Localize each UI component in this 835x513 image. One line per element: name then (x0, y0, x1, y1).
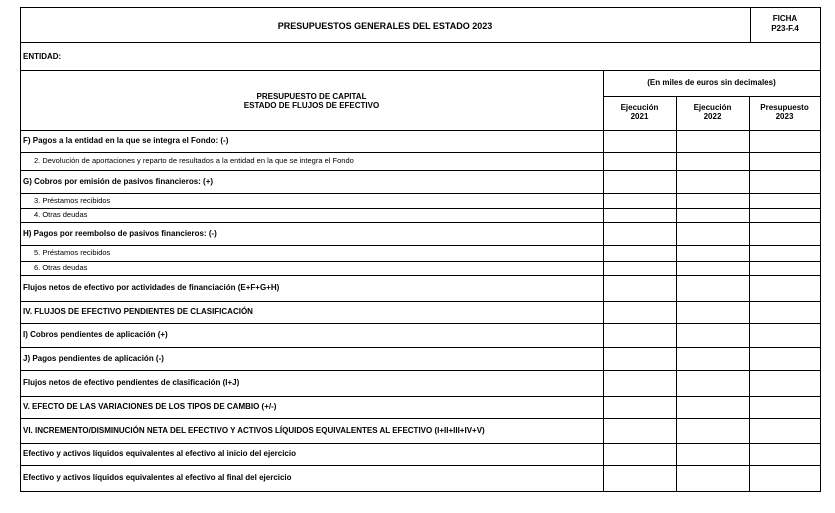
grid-line (20, 170, 820, 171)
cell-ejecucion-2022[interactable] (677, 397, 749, 418)
entity-label: ENTIDAD: (23, 52, 62, 61)
cell-ejecucion-2022[interactable] (677, 348, 749, 370)
grid-line (20, 323, 820, 324)
cell-presupuesto-2023[interactable] (750, 223, 820, 245)
flow-row-label: F) Pagos a la entidad en la que se integra el Fondo: (-) (23, 136, 229, 145)
grid-line (20, 261, 820, 262)
flow-row-label: Efectivo y activos líquidos equivalentes al efectivo al final del ejercicio (23, 473, 292, 482)
cell-ejecucion-2021[interactable] (604, 262, 676, 275)
grid-line (603, 96, 820, 97)
cell-ejecucion-2021[interactable] (604, 153, 676, 170)
form-title: PRESUPUESTOS GENERALES DEL ESTADO 2023 (277, 21, 493, 31)
grid-line (20, 245, 820, 246)
cell-ejecucion-2022[interactable] (677, 262, 749, 275)
table-border-left (20, 7, 21, 492)
grid-line (20, 275, 820, 276)
cell-ejecucion-2022[interactable] (677, 466, 749, 491)
table-border-top (20, 7, 820, 8)
flow-row-label: H) Pagos por reembolso de pasivos financieros: (-) (23, 229, 217, 238)
cell-presupuesto-2023[interactable] (750, 419, 820, 443)
flow-row-label: G) Cobros por emisión de pasivos financieros: (+) (23, 177, 214, 186)
grid-line (20, 370, 820, 371)
cell-presupuesto-2023[interactable] (750, 371, 820, 396)
grid-line (20, 130, 820, 131)
cell-presupuesto-2023[interactable] (750, 153, 820, 170)
flow-row-label: 2. Devolución de aportaciones y reparto de resultados a la entidad en la que se integra el Fondo (34, 156, 354, 165)
grid-line (20, 208, 820, 209)
cell-ejecucion-2021[interactable] (604, 131, 676, 152)
grid-line (20, 222, 820, 223)
grid-line (20, 396, 820, 397)
ficha-label: FICHA (772, 14, 798, 23)
flow-row-label: 5. Préstamos recibidos (34, 248, 111, 257)
cell-ejecucion-2022[interactable] (677, 302, 749, 323)
cell-presupuesto-2023[interactable] (750, 397, 820, 418)
cell-presupuesto-2023[interactable] (750, 348, 820, 370)
cell-ejecucion-2021[interactable] (604, 397, 676, 418)
flow-row-label: V. EFECTO DE LAS VARIACIONES DE LOS TIPOS DE CAMBIO (+/-) (23, 402, 277, 411)
grid-line (20, 301, 820, 302)
cell-ejecucion-2022[interactable] (677, 131, 749, 152)
cell-ejecucion-2022[interactable] (677, 223, 749, 245)
cell-ejecucion-2022[interactable] (677, 276, 749, 301)
cell-ejecucion-2022[interactable] (677, 324, 749, 347)
column-header-2023-line2: 2023 (775, 112, 794, 121)
cell-ejecucion-2022[interactable] (677, 194, 749, 208)
column-header-2023-line1: Presupuesto (760, 103, 809, 112)
cell-presupuesto-2023[interactable] (750, 262, 820, 275)
cell-presupuesto-2023[interactable] (750, 246, 820, 261)
cell-ejecucion-2021[interactable] (604, 223, 676, 245)
grid-line (676, 96, 677, 492)
cell-presupuesto-2023[interactable] (750, 444, 820, 465)
cell-presupuesto-2023[interactable] (750, 324, 820, 347)
cell-ejecucion-2021[interactable] (604, 302, 676, 323)
grid-line (20, 70, 820, 71)
cell-ejecucion-2022[interactable] (677, 371, 749, 396)
cell-presupuesto-2023[interactable] (750, 194, 820, 208)
cell-presupuesto-2023[interactable] (750, 302, 820, 323)
grid-line (20, 418, 820, 419)
flow-row-label: 3. Préstamos recibidos (34, 196, 111, 205)
grid-line (20, 347, 820, 348)
table-border-bottom (20, 491, 820, 492)
grid-line (20, 465, 820, 466)
cell-ejecucion-2021[interactable] (604, 171, 676, 193)
cell-presupuesto-2023[interactable] (750, 466, 820, 491)
grid-line (20, 443, 820, 444)
flow-row-label: 4. Otras deudas (34, 210, 88, 219)
grid-line (603, 70, 604, 492)
column-header-2022-line2: 2022 (703, 112, 722, 121)
cell-ejecucion-2021[interactable] (604, 419, 676, 443)
cell-ejecucion-2022[interactable] (677, 153, 749, 170)
cell-ejecucion-2022[interactable] (677, 171, 749, 193)
cell-presupuesto-2023[interactable] (750, 276, 820, 301)
flow-row-label: Efectivo y activos líquidos equivalentes al efectivo al inicio del ejercicio (23, 449, 296, 458)
flow-row-label: I) Cobros pendientes de aplicación (+) (23, 330, 168, 339)
table-border-right (820, 7, 821, 492)
grid-line (750, 7, 751, 42)
cell-ejecucion-2022[interactable] (677, 444, 749, 465)
cell-presupuesto-2023[interactable] (750, 171, 820, 193)
section-title: PRESUPUESTO DE CAPITAL (256, 92, 367, 101)
units-note: (En miles de euros sin decimales) (647, 78, 776, 87)
grid-line (20, 42, 820, 43)
grid-line (20, 152, 820, 153)
cell-ejecucion-2021[interactable] (604, 324, 676, 347)
cell-ejecucion-2021[interactable] (604, 371, 676, 396)
section-subtitle: ESTADO DE FLUJOS DE EFECTIVO (243, 101, 380, 110)
cell-presupuesto-2023[interactable] (750, 209, 820, 222)
column-header-2021-line1: Ejecución (620, 103, 659, 112)
cell-ejecucion-2021[interactable] (604, 444, 676, 465)
flow-row-label: IV. FLUJOS DE EFECTIVO PENDIENTES DE CLASIFICACIÓN (23, 307, 253, 316)
flow-row-label: Flujos netos de efectivo por actividades de financiación (E+F+G+H) (23, 283, 280, 292)
cell-ejecucion-2022[interactable] (677, 246, 749, 261)
column-header-2022-line1: Ejecución (693, 103, 732, 112)
cell-ejecucion-2021[interactable] (604, 194, 676, 208)
flow-row-label: VI. INCREMENTO/DISMINUCIÓN NETA DEL EFECTIVO Y ACTIVOS LÍQUIDOS EQUIVALENTES AL EFECTIVO (I+II+III+IV+V) (23, 426, 485, 435)
cell-presupuesto-2023[interactable] (750, 131, 820, 152)
flow-row-label: Flujos netos de efectivo pendientes de clasificación (I+J) (23, 378, 240, 387)
flow-row-label: J) Pagos pendientes de aplicación (-) (23, 354, 164, 363)
cell-ejecucion-2021[interactable] (604, 348, 676, 370)
cell-ejecucion-2021[interactable] (604, 276, 676, 301)
cell-ejecucion-2021[interactable] (604, 466, 676, 491)
cell-ejecucion-2021[interactable] (604, 209, 676, 222)
grid-line (20, 193, 820, 194)
grid-line (749, 96, 750, 492)
cell-ejecucion-2021[interactable] (604, 246, 676, 261)
flow-row-label: 6. Otras deudas (34, 263, 88, 272)
cell-ejecucion-2022[interactable] (677, 419, 749, 443)
cell-ejecucion-2022[interactable] (677, 209, 749, 222)
column-header-2021-line2: 2021 (630, 112, 649, 121)
ficha-code: P23-F.4 (771, 24, 799, 33)
